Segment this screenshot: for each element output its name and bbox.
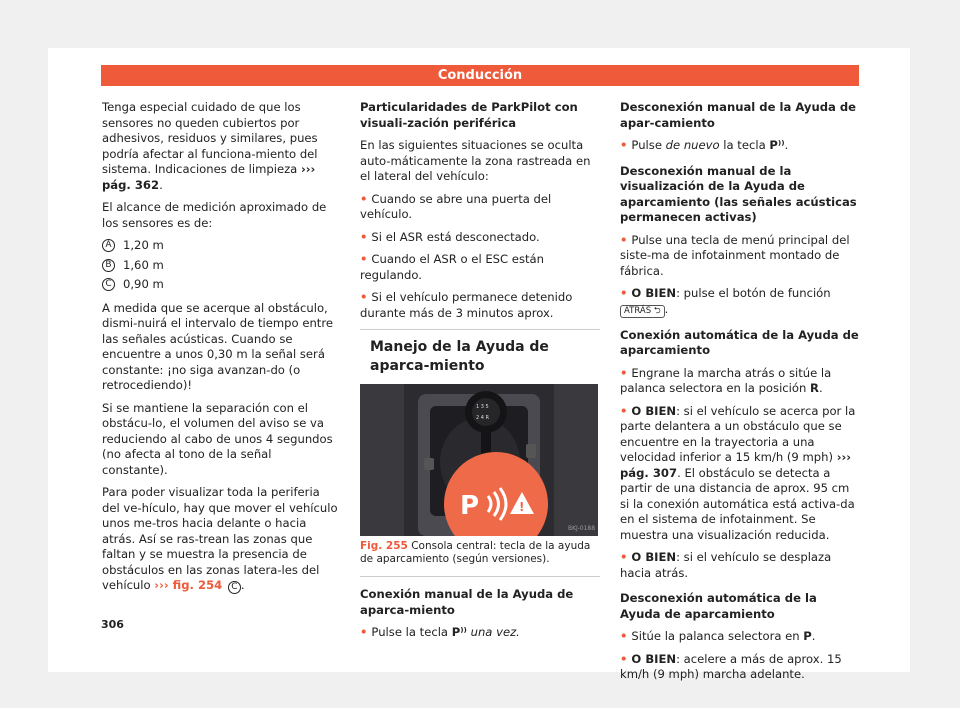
list-item: • Pulse de nuevo la tecla P⁾⁾. [620,138,789,152]
subheading: Desconexión manual de la visualización de la Ayuda de aparcamiento (las señales acústicas permanecen activas) [620,163,857,224]
text: : si el vehículo se acerca por la parte delantera a un obstáculo que se encuentre en la trayectoria a una velocidad inferior a 15 km/h (9 mph) [620,403,856,464]
svg-text:!: ! [519,500,525,514]
text: Cuando se abre una puerta del vehículo. [360,191,552,221]
subheading: Desconexión automática de la Ayuda de aparcamiento [620,591,817,621]
bullet-icon: • [360,229,368,244]
distance-value: 1,60 m [123,257,164,272]
column-2 [360,100,600,648]
distance-value: 0,90 m [123,277,164,291]
paragraph: En las siguientes situaciones se oculta auto-máticamente la zona rastreada en el lateral del vehículo: [360,138,591,183]
text: : acelere a más de aprox. 15 km/h (9 mph) marcha adelante. [620,651,842,681]
distance-item [102,238,340,254]
list-item: • O BIEN: pulse el botón de función ATRÁS ⮌ . [620,286,831,316]
list-item [360,230,600,246]
distance-item [102,258,340,274]
svg-text:BKJ-0188: BKJ-0188 [568,525,596,532]
text: Si el ASR está desconectado. [371,229,540,244]
bullet-icon: • [620,651,628,666]
distance-item [102,277,340,293]
svg-text:P: P [460,491,480,521]
text: O BIEN [631,651,677,666]
badge-b: B [102,259,115,272]
back-key-icon: ATRÁS ⮌ [620,305,665,318]
text: Pulse [631,138,662,152]
caption-text: Consola central: tecla de la ayuda de aparcamiento (según versiones). [360,540,591,565]
page-header: Conducción [101,65,859,86]
bullet-icon: • [620,403,628,418]
text: Cuando el ASR o el ESC están regulando. [360,252,544,282]
small-button-icon [424,458,434,470]
text: . El obstáculo se detecta a partir de una distancia de aprox. 95 cm si la conexión automática está activa-da en el sistema de infotainment. Se muestra una visualización reducida. [620,465,855,542]
list-item: • Engrane la marcha atrás o sitúe la palanca selectora en la posición R. [620,365,832,395]
bullet-icon: • [620,286,628,300]
svg-text:1 3 5: 1 3 5 [476,404,489,410]
bullet-icon: • [360,252,368,266]
list-item [620,233,860,280]
subheading: Conexión automática de la Ayuda de aparcamiento [620,327,859,357]
list-item [360,290,600,321]
text: R [810,381,819,395]
paragraph: A medida que se acerque al obstáculo, dismi-nuirá el intervalo de tiempo entre las señales acústicas. Cuando se encuentre a unos 0,30 m la señal será constante: ¡no siga avanzan-do (o retrocediendo)! [102,300,333,392]
badge-c: C [102,278,115,291]
column-3 [620,100,860,690]
divider [360,329,600,330]
paragraph: Para poder visualizar toda la periferia del ve-hículo, hay que mover el vehículo unos me-tros hacia delante o hacia atrás. Así se ras-trean las zonas que faltan y se muestra la presencia de obstáculos en las zonas latera-les del vehículo ››› fig. 254 C . [102,485,338,592]
console-figure [360,384,598,536]
text: : pulse el botón de función [676,286,831,300]
subheading: Conexión manual de la Ayuda de aparca-miento [360,587,574,617]
gear-console-illustration [360,384,598,536]
page-number: 306 [101,618,124,631]
page-reference-link[interactable]: ››› pág. 362 [102,162,316,192]
page-reference-link[interactable]: ››› pág. 307 [620,450,852,480]
bullet-icon: • [620,232,628,247]
text: O BIEN [631,550,677,564]
section-title: Manejo de la Ayuda de aparca-miento [370,339,549,374]
paragraph: Tenga especial cuidado de que los sensores no queden cubiertos por adhesivos, residuos y similares, pues podría afectar al funciona-miento del sistema. Indicaciones de limpieza ››› pág. 362. [102,100,318,192]
divider [360,576,600,577]
bullet-icon: • [360,191,368,206]
bullet-icon: • [620,365,628,380]
subheading: Desconexión manual de la Ayuda de apar-camiento [620,100,857,130]
badge-c: C [228,581,241,594]
bullet-icon: • [360,290,368,304]
text: una vez. [470,625,520,639]
park-key-icon: P⁾⁾ [769,138,785,152]
text: Engrane la marcha atrás o sitúe la palanca selectora en la posición [620,365,832,395]
list-item [360,252,600,283]
text: Pulse la tecla [371,625,449,639]
figure-caption [360,540,600,566]
subheading: Particularidades de ParkPilot con visuali-zación periférica [360,100,578,130]
text: de nuevo [665,138,720,152]
park-key-icon: P⁾⁾ [451,625,467,639]
distance-value: 1,20 m [123,238,164,252]
list-item [620,550,860,581]
text: Pulse una tecla de menú principal del siste-ma de infotainment montado de fábrica. [620,232,850,278]
figure-label: Fig. 255 [360,540,408,552]
text: O BIEN [631,403,677,418]
list-item [360,625,600,641]
bullet-icon: • [620,138,628,152]
small-button-icon [526,444,536,458]
svg-text:2 4 R: 2 4 R [476,415,490,421]
column-1 [102,100,340,601]
badge-a: A [102,239,115,252]
text: Para poder visualizar toda la periferia del ve-hículo, hay que mover el vehículo unos me-tros hacia delante o hacia atrás. Así se ras-trean las zonas que faltan y se muestra la presencia de obstáculos en las zonas latera-les del vehículo [102,485,338,592]
text: Tenga especial cuidado de que los sensores no queden cubiertos por adhesivos, residuos y similares, pues podría afectar al funciona-miento del sistema. Indicaciones de limpieza [102,100,318,176]
list-item: • Sitúe la palanca selectora en P. [620,629,816,643]
list-item [620,404,860,544]
list-item [620,652,860,683]
paragraph: Si se mantiene la separación con el obstácu-lo, el volumen del aviso se va reduciendo al cabo de unos 4 segundos (no afecta al tono de la señal constante). [102,400,333,477]
text: O BIEN [631,286,677,300]
text: Sitúe la palanca selectora en [631,629,800,643]
text: Si el vehículo permanece detenido durante más de 3 minutos aprox. [360,290,573,320]
bullet-icon: • [620,550,628,564]
bullet-icon: • [360,625,368,639]
text: : si el vehículo se desplaza hacia atrás. [620,550,832,580]
figure-reference-link[interactable]: ››› fig. 254 [154,578,223,592]
list-item [360,192,600,223]
text: P [803,629,812,643]
paragraph: El alcance de medición aproximado de los sensores es de: [102,200,327,230]
text: la tecla [723,138,766,152]
bullet-icon: • [620,629,628,643]
